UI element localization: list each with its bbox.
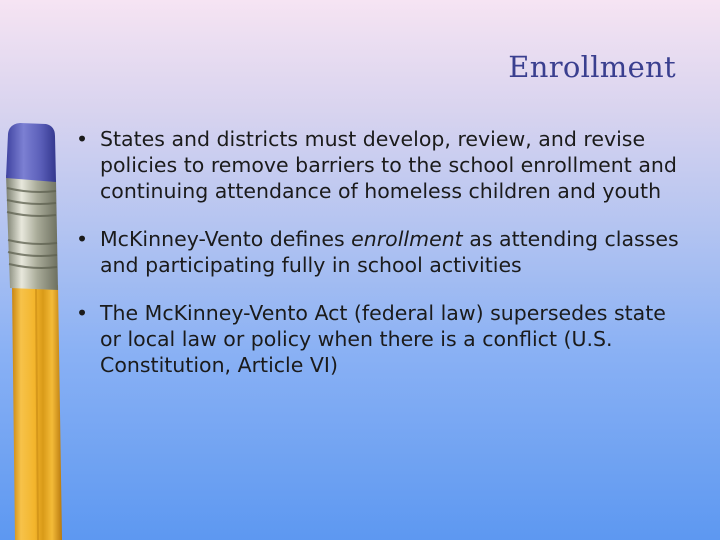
- bullet-list: [76, 126, 688, 400]
- bullet-text-end: as attending classes and participating fully in school activities: [100, 227, 679, 277]
- bullet-marker: •: [76, 227, 89, 251]
- bullet-text-start: McKinney-Vento defines: [100, 227, 352, 251]
- bullet-text: The McKinney-Vento Act (federal law) supersedes state or local law or policy when there is a conflict (U.S. Constitution, Article VI): [100, 301, 666, 377]
- bullet-item: [76, 300, 688, 378]
- pencil-icon: [0, 0, 75, 540]
- bullet-emphasis: enrollment: [351, 227, 463, 251]
- slide-title: Enrollment: [508, 50, 676, 84]
- bullet-text: States and districts must develop, review, and revise policies to remove barriers to the school enrollment and continuing attendance of homeless children and youth: [100, 127, 677, 203]
- bullet-marker: •: [76, 301, 89, 325]
- bullet-marker: •: [76, 127, 89, 151]
- bullet-item: [76, 126, 688, 204]
- bullet-item: [76, 226, 688, 278]
